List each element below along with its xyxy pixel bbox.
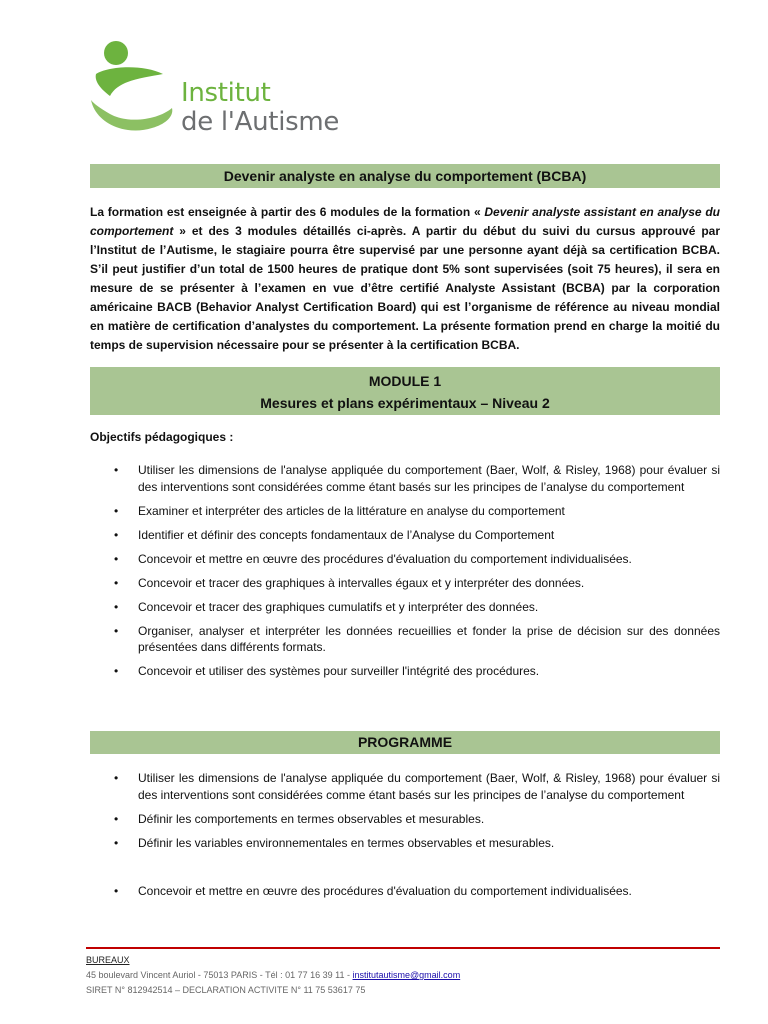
intro-paragraph	[90, 203, 720, 355]
objectives-heading: Objectifs pédagogiques :	[90, 430, 234, 444]
list-item-text: Définir les variables environnementales en termes observables et mesurables.	[138, 835, 555, 850]
bullet-icon: •	[114, 771, 119, 785]
list-item	[90, 835, 720, 852]
logo-line-2: de l'Autisme	[181, 107, 340, 137]
list-item	[90, 462, 720, 495]
list-item	[90, 503, 720, 520]
bullet-icon: •	[114, 884, 119, 898]
module-band	[90, 367, 720, 415]
list-item-text: Organiser, analyser et interpréter les données recueillies et fonder la prise de décision sur des données présentées dans différents formats.	[138, 623, 720, 654]
footer-divider	[86, 947, 720, 949]
intro-italic-title: Devenir analyste assistant en analyse du comportement	[90, 205, 720, 238]
bullet-icon: •	[114, 811, 119, 826]
bullet-icon: •	[114, 463, 119, 477]
bullet-icon: •	[114, 835, 119, 850]
list-item-text: Utiliser les dimensions de l'analyse appliquée du comportement (Baer, Wolf, & Risley, 1968) pour évaluer si des interventions sont considérées comme étant basés sur les principes de l’analyse du comportement	[138, 463, 720, 494]
list-item-text: Concevoir et mettre en œuvre des procédures d'évaluation du comportement individualisées.	[138, 884, 632, 898]
list-item	[90, 883, 720, 900]
list-item-text: Utiliser les dimensions de l'analyse appliquée du comportement (Baer, Wolf, & Risley, 1968) pour évaluer si des interventions sont considérées comme étant basés sur les principes de l’analyse du comportement	[138, 771, 720, 802]
programme-band: PROGRAMME	[90, 731, 720, 754]
list-item-text: Concevoir et utiliser des systèmes pour surveiller l'intégrité des procédures.	[138, 664, 540, 678]
footer-email-link[interactable]: institutautisme@gmail.com	[352, 970, 461, 980]
intro-text-2: » et des 3 modules détaillés ci-après. A partir du début du suivi du cursus approuvé par l’Institut de l’Autisme, le stagiaire pourra être supervisé par une personne ayant déjà sa certification BCBA. S’il peut justifier d’un total de 1500 heures de pratique dont 5% sont supervisées (soit 75 heures), il sera en mesure de se présenter à l’examen en vue d’être certifié Analyste Assistant (BCBA) par la corporation américaine BACB (Behavior Analyst Certification Board) qui est l’organisme de référence au niveau mondial en matière de certification d’analystes du comportement. La présente formation prend en charge la moitié du temps de supervision nécessaire pour se présenter à la certification BCBA.	[90, 224, 720, 352]
list-item	[90, 663, 720, 680]
list-item-text: Concevoir et tracer des graphiques cumulatifs et y interpréter des données.	[138, 599, 539, 614]
list-item	[90, 551, 720, 568]
list-item	[90, 811, 720, 828]
list-item	[90, 527, 720, 544]
footer-address-text: 45 boulevard Vincent Auriol - 75013 PARIS - Tél : 01 77 16 39 11 -	[86, 970, 353, 980]
list-item-text: Concevoir et mettre en œuvre des procédures d'évaluation du comportement individualisées.	[138, 551, 632, 566]
intro-text-1: La formation est enseignée à partir des 6 modules de la formation «	[90, 205, 485, 219]
list-item	[90, 575, 720, 592]
list-item-text: Identifier et définir des concepts fondamentaux de l’Analyse du Comportement	[138, 527, 555, 542]
footer-address	[86, 970, 460, 980]
bullet-icon: •	[114, 551, 119, 566]
bullet-icon: •	[114, 599, 119, 614]
document-title-band: Devenir analyste en analyse du comportement (BCBA)	[90, 164, 720, 188]
logo-line-1: Institut	[181, 78, 271, 108]
list-item-text: Concevoir et tracer des graphiques à intervalles égaux et y interpréter des données.	[138, 575, 585, 590]
footer-siret: SIRET N° 812942514 – DECLARATION ACTIVITE N° 11 75 53617 75	[86, 985, 366, 995]
list-item	[90, 770, 720, 803]
module-title: MODULE 1	[368, 373, 442, 389]
module-subtitle: Mesures et plans expérimentaux – Niveau 2	[260, 395, 550, 411]
list-item-text: Examiner et interpréter des articles de la littérature en analyse du comportement	[138, 503, 565, 518]
list-item	[90, 599, 720, 616]
footer-label: BUREAUX	[86, 955, 130, 965]
bullet-icon: •	[114, 575, 119, 590]
objectives-list	[90, 462, 720, 687]
bullet-icon: •	[114, 503, 119, 518]
bullet-icon: •	[114, 527, 119, 542]
bullet-icon: •	[114, 623, 119, 638]
logo-figure-icon	[88, 38, 183, 138]
list-item	[90, 623, 720, 656]
bullet-icon: •	[114, 664, 119, 678]
programme-list	[90, 770, 720, 907]
institut-logo	[88, 38, 348, 138]
list-item-text: Définir les comportements en termes observables et mesurables.	[138, 811, 485, 826]
